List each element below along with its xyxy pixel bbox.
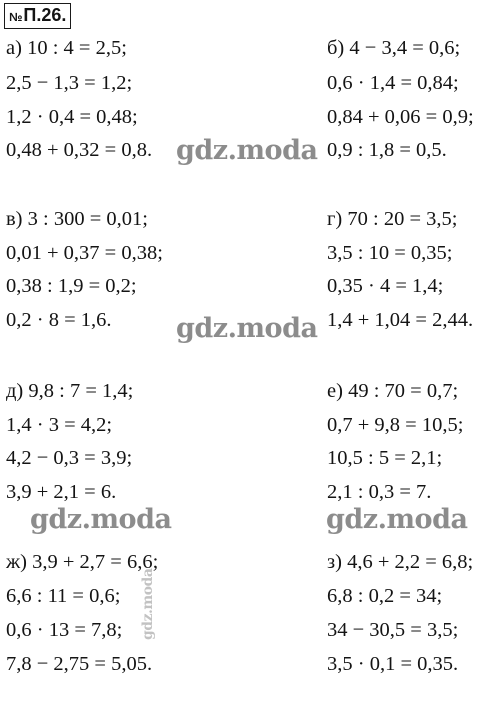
section-label: ж) <box>6 551 27 573</box>
section-b-line-2: 0,6 · 1,4 = 0,84; <box>327 72 459 94</box>
section-d-line-4: 3,9 + 2,1 = 6. <box>6 481 117 503</box>
section-a-line-4: 0,48 + 0,32 = 0,8. <box>6 139 153 161</box>
section-label: г) <box>327 208 343 230</box>
section-g-line-3: 0,35 · 4 = 1,4; <box>327 275 444 297</box>
section-b-line-3: 0,84 + 0,06 = 0,9; <box>327 106 474 128</box>
section-z-line-2: 6,8 : 0,2 = 34; <box>327 585 443 607</box>
section-zh-line-3: 0,6 · 13 = 7,8; <box>6 619 123 641</box>
section-label: а) <box>6 37 22 59</box>
watermark: gdz.moda <box>176 135 318 166</box>
section-a-line-2: 2,5 − 1,3 = 1,2; <box>6 72 133 94</box>
task-number-box <box>4 3 71 29</box>
section-z-line-1 <box>327 550 473 574</box>
numero-sign: № <box>9 10 23 24</box>
section-b-line-1 <box>327 36 460 60</box>
equation: 70 : 20 = 3,5; <box>347 208 458 230</box>
section-v-line-3: 0,38 : 1,9 = 0,2; <box>6 275 137 297</box>
section-z-line-4: 3,5 · 0,1 = 0,35. <box>327 653 459 675</box>
section-zh-line-4: 7,8 − 2,75 = 5,05. <box>6 653 153 675</box>
watermark: gdz.moda <box>176 313 318 344</box>
section-e-line-3: 10,5 : 5 = 2,1; <box>327 447 443 469</box>
equation: 4 − 3,4 = 0,6; <box>349 37 461 59</box>
section-z-line-3: 34 − 30,5 = 3,5; <box>327 619 459 641</box>
task-number: П.26. <box>23 5 67 25</box>
section-e-line-4: 2,1 : 0,3 = 7. <box>327 481 432 503</box>
watermark: gdz.moda <box>326 504 468 535</box>
section-zh-line-1 <box>6 550 158 574</box>
section-g-line-2: 3,5 : 10 = 0,35; <box>327 242 453 264</box>
section-a-line-3: 1,2 · 0,4 = 0,48; <box>6 106 138 128</box>
section-a-line-1 <box>6 36 127 60</box>
equation: 3,9 + 2,7 = 6,6; <box>32 551 159 573</box>
section-v-line-1 <box>6 207 148 231</box>
section-e-line-1 <box>327 379 458 403</box>
section-v-line-2: 0,01 + 0,37 = 0,38; <box>6 242 163 264</box>
section-e-line-2: 0,7 + 9,8 = 10,5; <box>327 414 464 436</box>
equation: 9,8 : 7 = 1,4; <box>28 380 134 402</box>
section-label: е) <box>327 380 343 402</box>
equation: 49 : 70 = 0,7; <box>348 380 459 402</box>
section-zh-line-2: 6,6 : 11 = 0,6; <box>6 585 121 607</box>
section-g-line-4: 1,4 + 1,04 = 2,44. <box>327 309 474 331</box>
section-d-line-2: 1,4 · 3 = 4,2; <box>6 414 113 436</box>
section-g-line-1 <box>327 207 457 231</box>
section-label: з) <box>327 551 342 573</box>
section-label: б) <box>327 37 345 59</box>
equation: 10 : 4 = 2,5; <box>27 37 127 59</box>
watermark-vertical: gdz.moda <box>140 568 156 640</box>
section-label: д) <box>6 380 24 402</box>
section-d-line-1 <box>6 379 133 403</box>
section-d-line-3: 4,2 − 0,3 = 3,9; <box>6 447 133 469</box>
section-v-line-4: 0,2 · 8 = 1,6. <box>6 309 112 331</box>
equation: 3 : 300 = 0,01; <box>27 208 148 230</box>
equation: 4,6 + 2,2 = 6,8; <box>347 551 474 573</box>
section-label: в) <box>6 208 23 230</box>
section-b-line-4: 0,9 : 1,8 = 0,5. <box>327 139 447 161</box>
watermark: gdz.moda <box>30 504 172 535</box>
